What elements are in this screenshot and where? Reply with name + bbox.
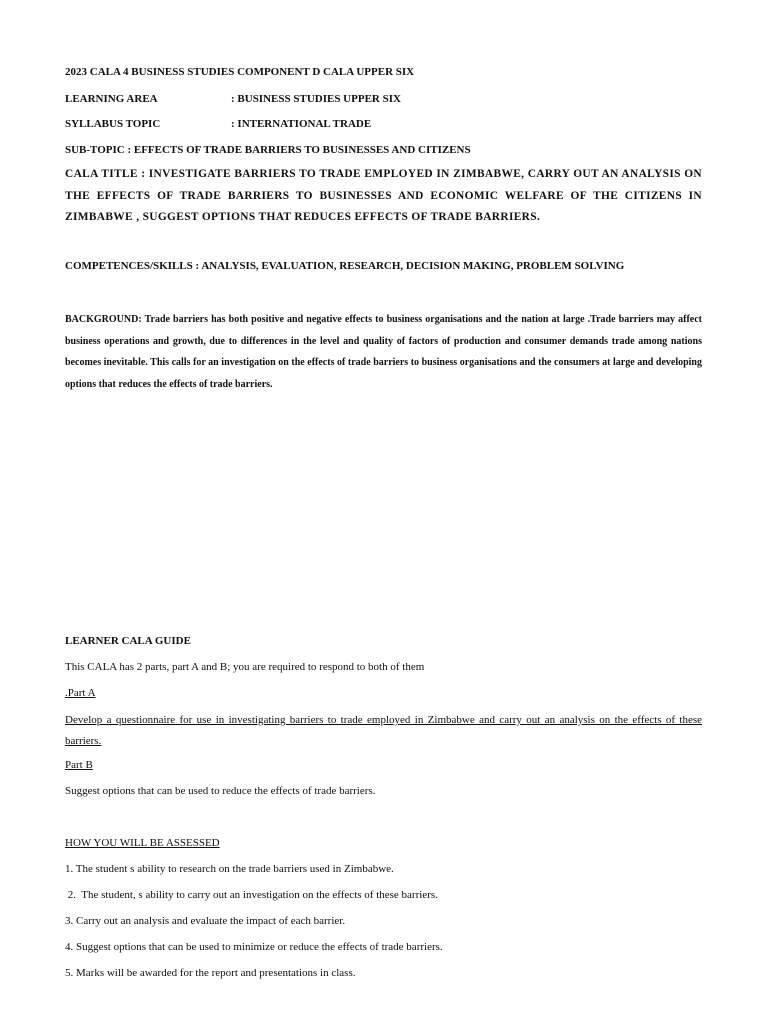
assessment-heading: HOW YOU WILL BE ASSESSED [65,837,220,849]
learner-guide-heading: LEARNER CALA GUIDE [65,635,191,647]
assessment-item: 5. Marks will be awarded for the report and presentations in class. [65,967,356,979]
part-b-label: Part B [65,759,93,771]
guide-intro: This CALA has 2 parts, part A and B; you are required to respond to both of them [65,661,425,673]
syllabus-topic-label: SYLLABUS TOPIC [65,118,161,130]
background-paragraph: BACKGROUND: Trade barriers has both positive and negative effects to business organisations and the nation at large .Trade barriers may affect business operations and growth, due to differences in the level and quality of factors of production and consumer demands trade among nations becomes inevitable. This calls for an investigation on the effects of trade barriers to business organisations and the consumers at large and developing options that reduces the effects of trade barriers. [65,314,702,391]
part-a-label: .Part A [65,687,96,699]
document-title: 2023 CALA 4 BUSINESS STUDIES COMPONENT D CALA UPPER SIX [65,66,415,78]
assessment-item: 3. Carry out an analysis and evaluate the impact of each barrier. [65,915,346,927]
learning-area-label: LEARNING AREA [65,93,158,105]
syllabus-topic-row [65,118,371,131]
assessment-item: 2. The student, s ability to carry out an investigation on the effects of these barriers. [65,889,438,901]
cala-title: CALA TITLE : INVESTIGATE BARRIERS TO TRADE EMPLOYED IN ZIMBABWE, CARRY OUT AN ANALYSIS ON THE EFFECTS OF TRADE BARRIERS TO BUSINESSES AND ECONOMIC WELFARE OF THE CITIZENS IN ZIMBABWE , SUGGEST OPTIONS THAT REDUCES EFFECTS OF TRADE BARRIERS. [65,168,702,223]
part-a-text: Develop a questionnaire for use in investigating barriers to trade employed in Zimbabwe and carry out an analysis on the effects of these barriers. [65,714,702,747]
competences-skills: COMPETENCES/SKILLS : ANALYSIS, EVALUATION, RESEARCH, DECISION MAKING, PROBLEM SOLVING [65,260,625,272]
assessment-item: 1. The student s ability to research on the trade barriers used in Zimbabwe. [65,863,394,875]
part-b-text: Suggest options that can be used to reduce the effects of trade barriers. [65,785,376,797]
sub-topic: SUB-TOPIC : EFFECTS OF TRADE BARRIERS TO BUSINESSES AND CITIZENS [65,144,471,156]
learning-area-row [65,93,401,106]
assessment-item: 4. Suggest options that can be used to minimize or reduce the effects of trade barriers. [65,941,443,953]
learning-area-value: : BUSINESS STUDIES UPPER SIX [231,93,401,105]
syllabus-topic-value: : INTERNATIONAL TRADE [231,118,372,130]
